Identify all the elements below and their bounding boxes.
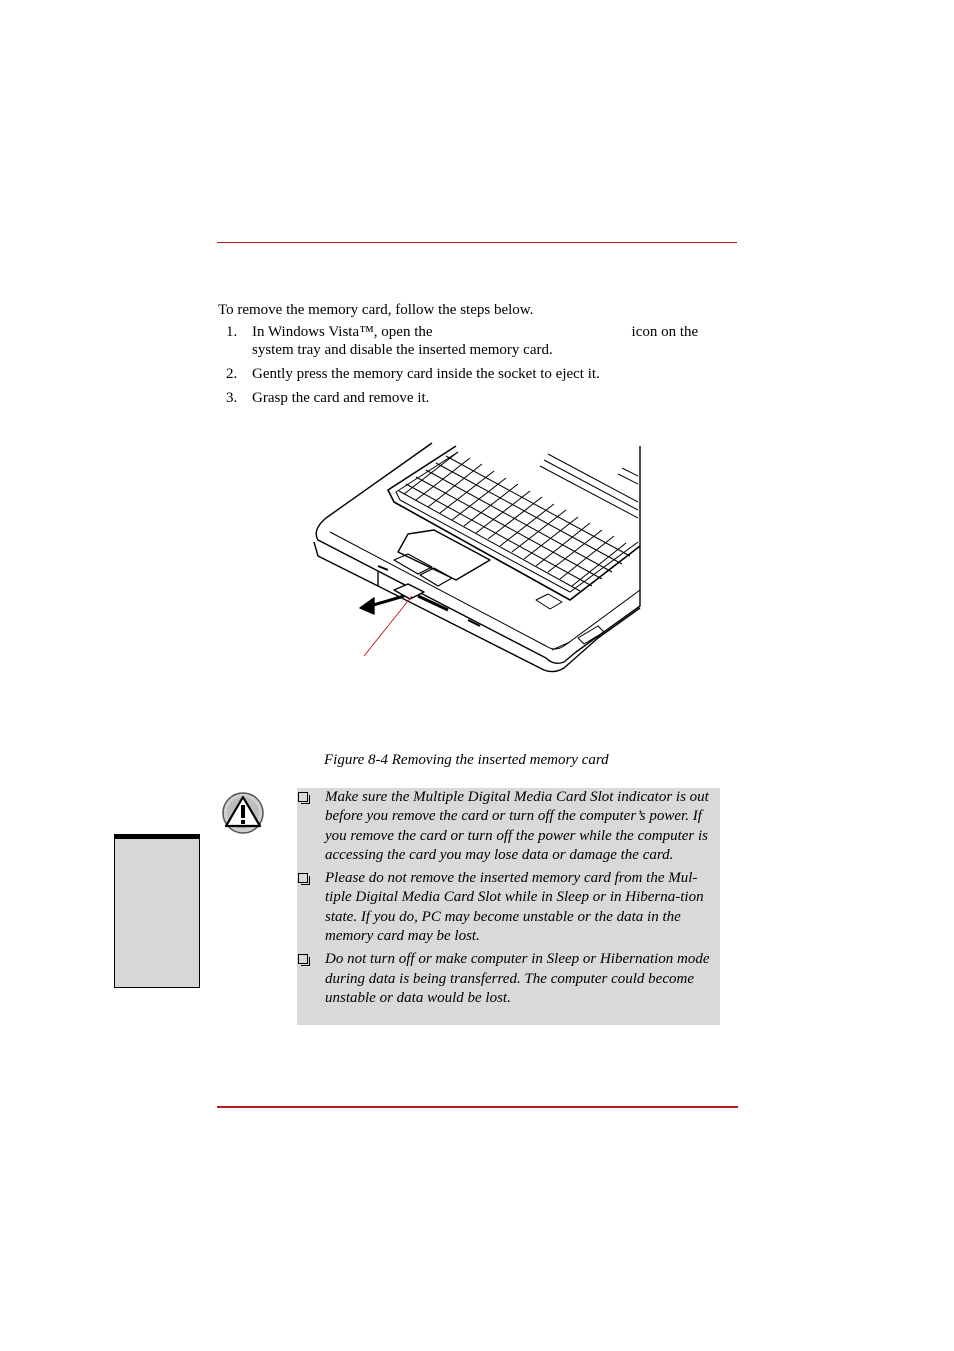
warning-icon (221, 791, 265, 835)
step-text-line2: system tray and disable the inserted memory card. (252, 342, 553, 358)
caution-item: Do not turn off or make computer in Sleep or Hibernation mode during data is being transferred. The computer could become unstable or data would be lost. (297, 950, 720, 1008)
footer-rule (217, 1106, 738, 1108)
checkbox-bullet-icon (298, 792, 308, 802)
step-item (218, 323, 718, 364)
step-text: In Windows Vista™, open the (252, 324, 433, 340)
caution-box (297, 788, 720, 1025)
caution-item: Make sure the Multiple Digital Media Card Slot indicator is out before you remove the card or turn off the computer’s power. If you remove the card or turn off the power while the computer is accessing the card you may lose data or damage the card. (297, 788, 720, 865)
checkbox-bullet-icon (298, 873, 308, 883)
step-item (218, 389, 718, 409)
step-text: Grasp the card and remove it. (252, 390, 430, 406)
caution-item: Please do not remove the inserted memory card from the Mul-tiple Digital Media Card Slot while in Sleep or in Hiberna-tion state. If you do, PC may become unstable or the data in the memory card may be lost. (297, 869, 720, 946)
intro-text: To remove the memory card, follow the steps below. (218, 302, 534, 318)
side-tab (114, 834, 200, 988)
figure-caption: Figure 8-4 Removing the inserted memory card (324, 752, 609, 768)
steps-list (218, 323, 718, 409)
step-text-after: icon on the (631, 324, 699, 340)
step-item (218, 365, 718, 388)
step-number: 3. (226, 390, 238, 406)
step-number: 2. (226, 366, 238, 382)
laptop-illustration (308, 438, 648, 674)
step-number: 1. (226, 324, 238, 340)
header-rule (217, 242, 737, 243)
step-text: Gently press the memory card inside the socket to eject it. (252, 366, 600, 382)
checkbox-bullet-icon (298, 954, 308, 964)
